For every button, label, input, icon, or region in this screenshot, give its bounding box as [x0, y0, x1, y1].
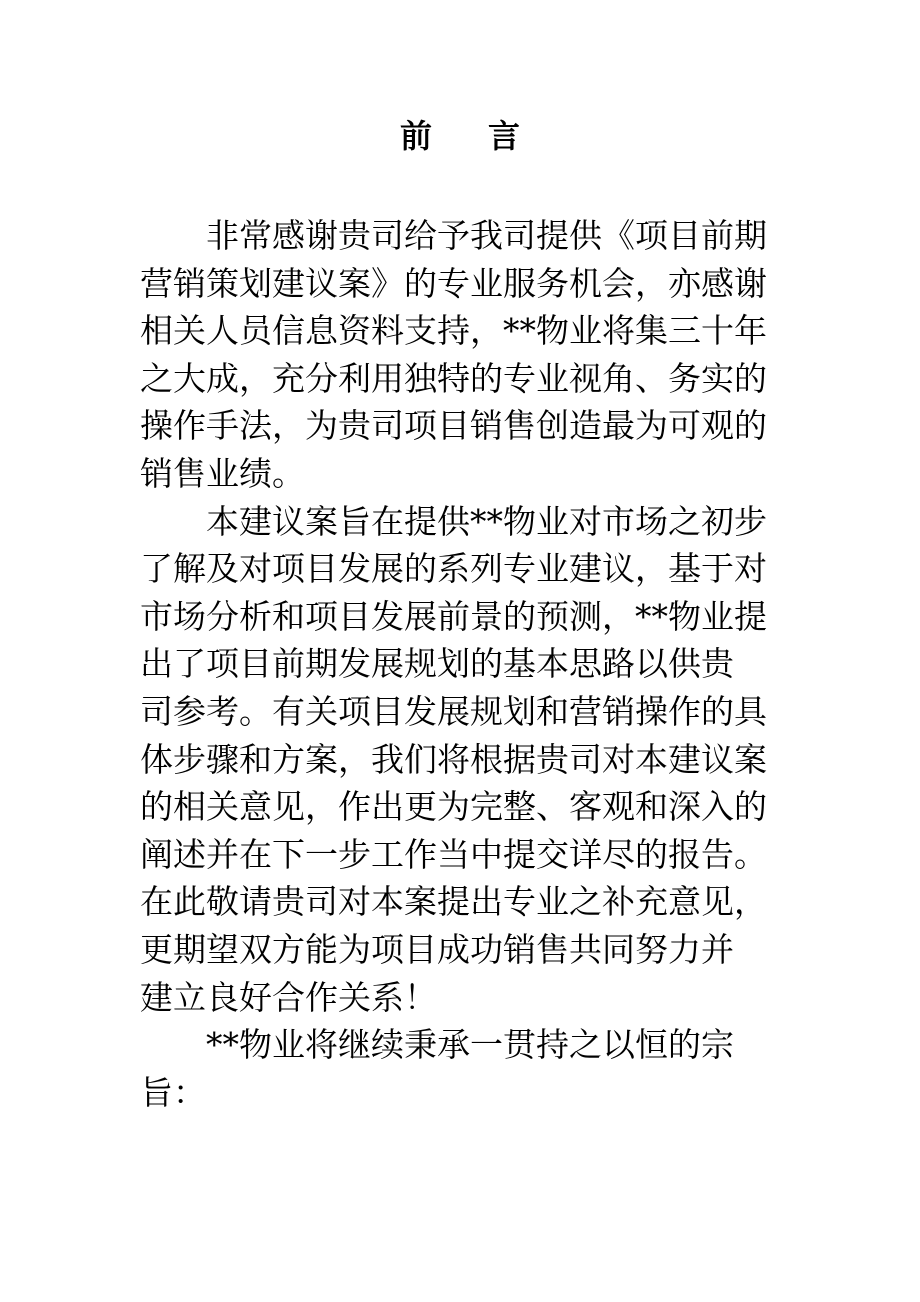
text-line: 更期望双方能为项目成功销售共同努力并 — [140, 929, 734, 969]
text-line: 市场分析和项目发展前景的预测，**物业提 — [140, 596, 767, 636]
text-line: 操作手法，为贵司项目销售创造最为可观的 — [140, 406, 767, 446]
text-line: 阐述并在下一步工作当中提交详尽的报告。 — [140, 834, 767, 874]
text-line: **物业将继续秉承一贯持之以恒的宗 — [206, 1025, 734, 1065]
text-line: 出了项目前期发展规划的基本思路以供贵 — [140, 644, 734, 684]
text-line: 的相关意见，作出更为完整、客观和深入的 — [140, 787, 767, 827]
text-line: 司参考。有关项目发展规划和营销操作的具 — [140, 691, 767, 731]
text-line: 旨： — [140, 1072, 206, 1112]
text-line: 了解及对项目发展的系列专业建议，基于对 — [140, 549, 767, 589]
text-line: 相关人员信息资料支持，**物业将集三十年 — [140, 311, 767, 351]
text-line: 之大成，充分利用独特的专业视角、务实的 — [140, 358, 767, 398]
text-line: 本建议案旨在提供**物业对市场之初步 — [206, 501, 767, 541]
text-line: 体步骤和方案，我们将根据贵司对本建议案 — [140, 739, 767, 779]
title-char-2: 言 — [488, 117, 521, 155]
page-title — [0, 112, 920, 160]
text-line: 建立良好合作关系！ — [140, 977, 437, 1017]
text-line: 在此敬请贵司对本案提出专业之补充意见， — [140, 882, 767, 922]
preface-body — [140, 212, 790, 1116]
text-line: 营销策划建议案》的专业服务机会，亦感谢 — [140, 263, 767, 303]
text-line: 非常感谢贵司给予我司提供《项目前期 — [206, 216, 767, 255]
text-line: 销售业绩。 — [140, 453, 305, 493]
title-char-1: 前 — [399, 117, 432, 155]
